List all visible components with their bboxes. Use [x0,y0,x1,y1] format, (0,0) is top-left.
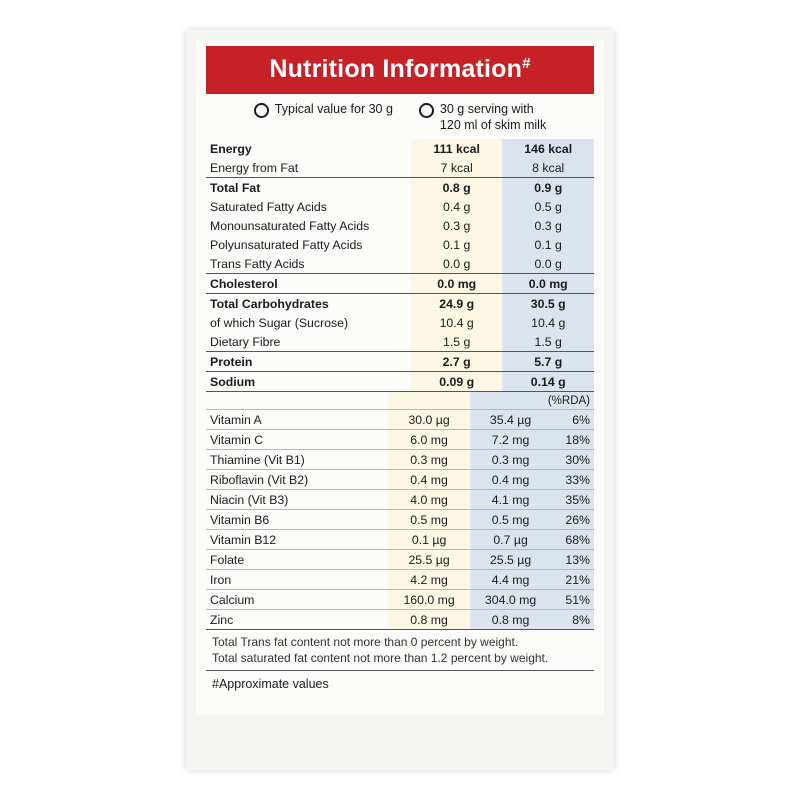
table-row [206,510,594,530]
table-row [206,197,594,216]
value-typical: 0.09 g [411,372,503,392]
value-typical: 7 kcal [411,158,503,178]
circle-marker-icon [419,103,434,118]
table-row [206,530,594,550]
value-with-milk: 146 kcal [502,139,594,158]
serving-legend [196,94,604,139]
value-typical: 0.3 g [411,216,503,235]
value-with-milk: 4.4 mg [470,570,551,590]
table-row [206,450,594,470]
value-typical: 0.1 g [411,235,503,254]
nutrient-name: Vitamin A [206,410,388,430]
nutrient-name: Polyunsaturated Fatty Acids [210,237,363,252]
nutrient-name: Calcium [206,590,388,610]
value-rda-percent: 18% [551,430,594,450]
nutrient-name: Protein [206,352,411,372]
value-typical: 4.2 mg [388,570,469,590]
value-typical: 111 kcal [411,139,503,158]
nutrient-name: Niacin (Vit B3) [206,490,388,510]
table-row [206,332,594,352]
value-typical: 0.8 mg [388,610,469,630]
nutrient-name: Vitamin B6 [206,510,388,530]
table-row [206,470,594,490]
value-typical: 2.7 g [411,352,503,372]
value-rda-percent: 26% [551,510,594,530]
value-typical: 0.3 mg [388,450,469,470]
table-row [206,254,594,274]
legend-label-b-line1: 30 g serving with [439,102,534,116]
value-typical: 24.9 g [411,294,503,314]
vitamins-table [206,391,594,629]
value-with-milk: 304.0 mg [470,590,551,610]
value-rda-percent: 13% [551,550,594,570]
value-typical: 25.5 µg [388,550,469,570]
nutrient-name: Vitamin C [206,430,388,450]
value-with-milk: 30.5 g [502,294,594,314]
nutrient-name: of which Sugar (Sucrose) [210,315,349,330]
value-with-milk: 0.0 mg [502,274,594,294]
legend-label-b [440,102,546,133]
value-with-milk: 25.5 µg [470,550,551,570]
nutrient-name: Total Carbohydrates [206,294,411,314]
rda-header-spacer [206,392,388,410]
value-with-milk: 35.4 µg [470,410,551,430]
table-row [206,216,594,235]
legend-item-typical-value [254,102,393,133]
value-rda-percent: 21% [551,570,594,590]
value-with-milk: 4.1 mg [470,490,551,510]
table-row [206,590,594,610]
legend-item-with-milk [419,102,546,133]
table-row [206,490,594,510]
nutrient-name: Zinc [206,610,388,630]
value-with-milk: 0.8 mg [470,610,551,630]
value-with-milk: 0.3 mg [470,450,551,470]
value-with-milk: 0.1 g [502,235,594,254]
value-rda-percent: 8% [551,610,594,630]
value-typical: 6.0 mg [388,430,469,450]
value-with-milk: 5.7 g [502,352,594,372]
legend-label-b-line2: 120 ml of skim milk [439,117,547,132]
nutrient-name: Energy from Fat [210,160,299,175]
table-row [206,610,594,630]
nutrient-name: Vitamin B12 [206,530,388,550]
value-typical: 30.0 µg [388,410,469,430]
value-typical: 0.8 g [411,178,503,198]
rda-header-row [206,392,594,410]
table-row [206,235,594,254]
nutrient-name: Trans Fatty Acids [210,256,305,271]
nutrition-information-label [196,40,604,715]
footnotes [206,629,594,669]
nutrient-name: Sodium [206,372,411,392]
value-with-milk: 0.14 g [502,372,594,392]
footnote-saturated-fat: Total saturated fat content not more than 1.2 percent by weight. [212,651,549,666]
nutrition-table [206,139,594,391]
table-row [206,352,594,372]
circle-marker-icon [254,103,269,118]
title-footnote-marker: # [522,55,531,72]
label-title-bar [206,46,594,94]
value-rda-percent: 30% [551,450,594,470]
value-typical: 0.1 µg [388,530,469,550]
table-row [206,178,594,198]
value-with-milk: 0.9 g [502,178,594,198]
table-row [206,550,594,570]
value-with-milk: 0.5 mg [470,510,551,530]
nutrient-name: Monounsaturated Fatty Acids [210,218,370,233]
table-row [206,430,594,450]
value-with-milk: 0.3 g [502,216,594,235]
nutrient-name: Saturated Fatty Acids [210,199,327,214]
value-typical: 0.5 mg [388,510,469,530]
value-with-milk: 0.0 g [502,254,594,274]
page-title: Nutrition Information [269,55,523,83]
table-row [206,372,594,392]
value-typical: 160.0 mg [388,590,469,610]
value-rda-percent: 6% [551,410,594,430]
rda-header-spacer-a [388,392,469,410]
value-with-milk: 0.4 mg [470,470,551,490]
table-row [206,139,594,158]
value-rda-percent: 35% [551,490,594,510]
table-row [206,313,594,332]
nutrient-name: Cholesterol [206,274,411,294]
nutrient-name: Thiamine (Vit B1) [206,450,388,470]
value-with-milk: 0.5 g [502,197,594,216]
nutrient-name: Dietary Fibre [210,334,281,349]
value-with-milk: 7.2 mg [470,430,551,450]
table-row [206,294,594,314]
nutrient-name: Total Fat [206,178,411,198]
value-typical: 0.0 mg [411,274,503,294]
nutrient-name: Riboflavin (Vit B2) [206,470,388,490]
value-rda-percent: 33% [551,470,594,490]
table-row [206,158,594,178]
footnote-trans-fat: Total Trans fat content not more than 0 percent by weight. [212,635,519,650]
value-with-milk: 0.7 µg [470,530,551,550]
table-row [206,570,594,590]
value-rda-percent: 68% [551,530,594,550]
nutrient-name: Energy [210,141,252,156]
value-rda-percent: 51% [551,590,594,610]
table-row [206,274,594,294]
value-typical: 10.4 g [411,313,503,332]
value-typical: 0.4 mg [388,470,469,490]
value-with-milk: 1.5 g [502,332,594,352]
value-typical: 0.0 g [411,254,503,274]
legend-label-a: Typical value for 30 g [274,102,393,116]
rda-header-label: (%RDA) [470,392,594,410]
value-typical: 0.4 g [411,197,503,216]
value-typical: 4.0 mg [388,490,469,510]
table-row [206,410,594,430]
label-bottom-spacer [196,709,604,715]
value-with-milk: 8 kcal [502,158,594,178]
nutrient-name: Iron [206,570,388,590]
value-typical: 1.5 g [411,332,503,352]
value-with-milk: 10.4 g [502,313,594,332]
approximate-values-note: #Approximate values [206,670,594,699]
nutrient-name: Folate [206,550,388,570]
